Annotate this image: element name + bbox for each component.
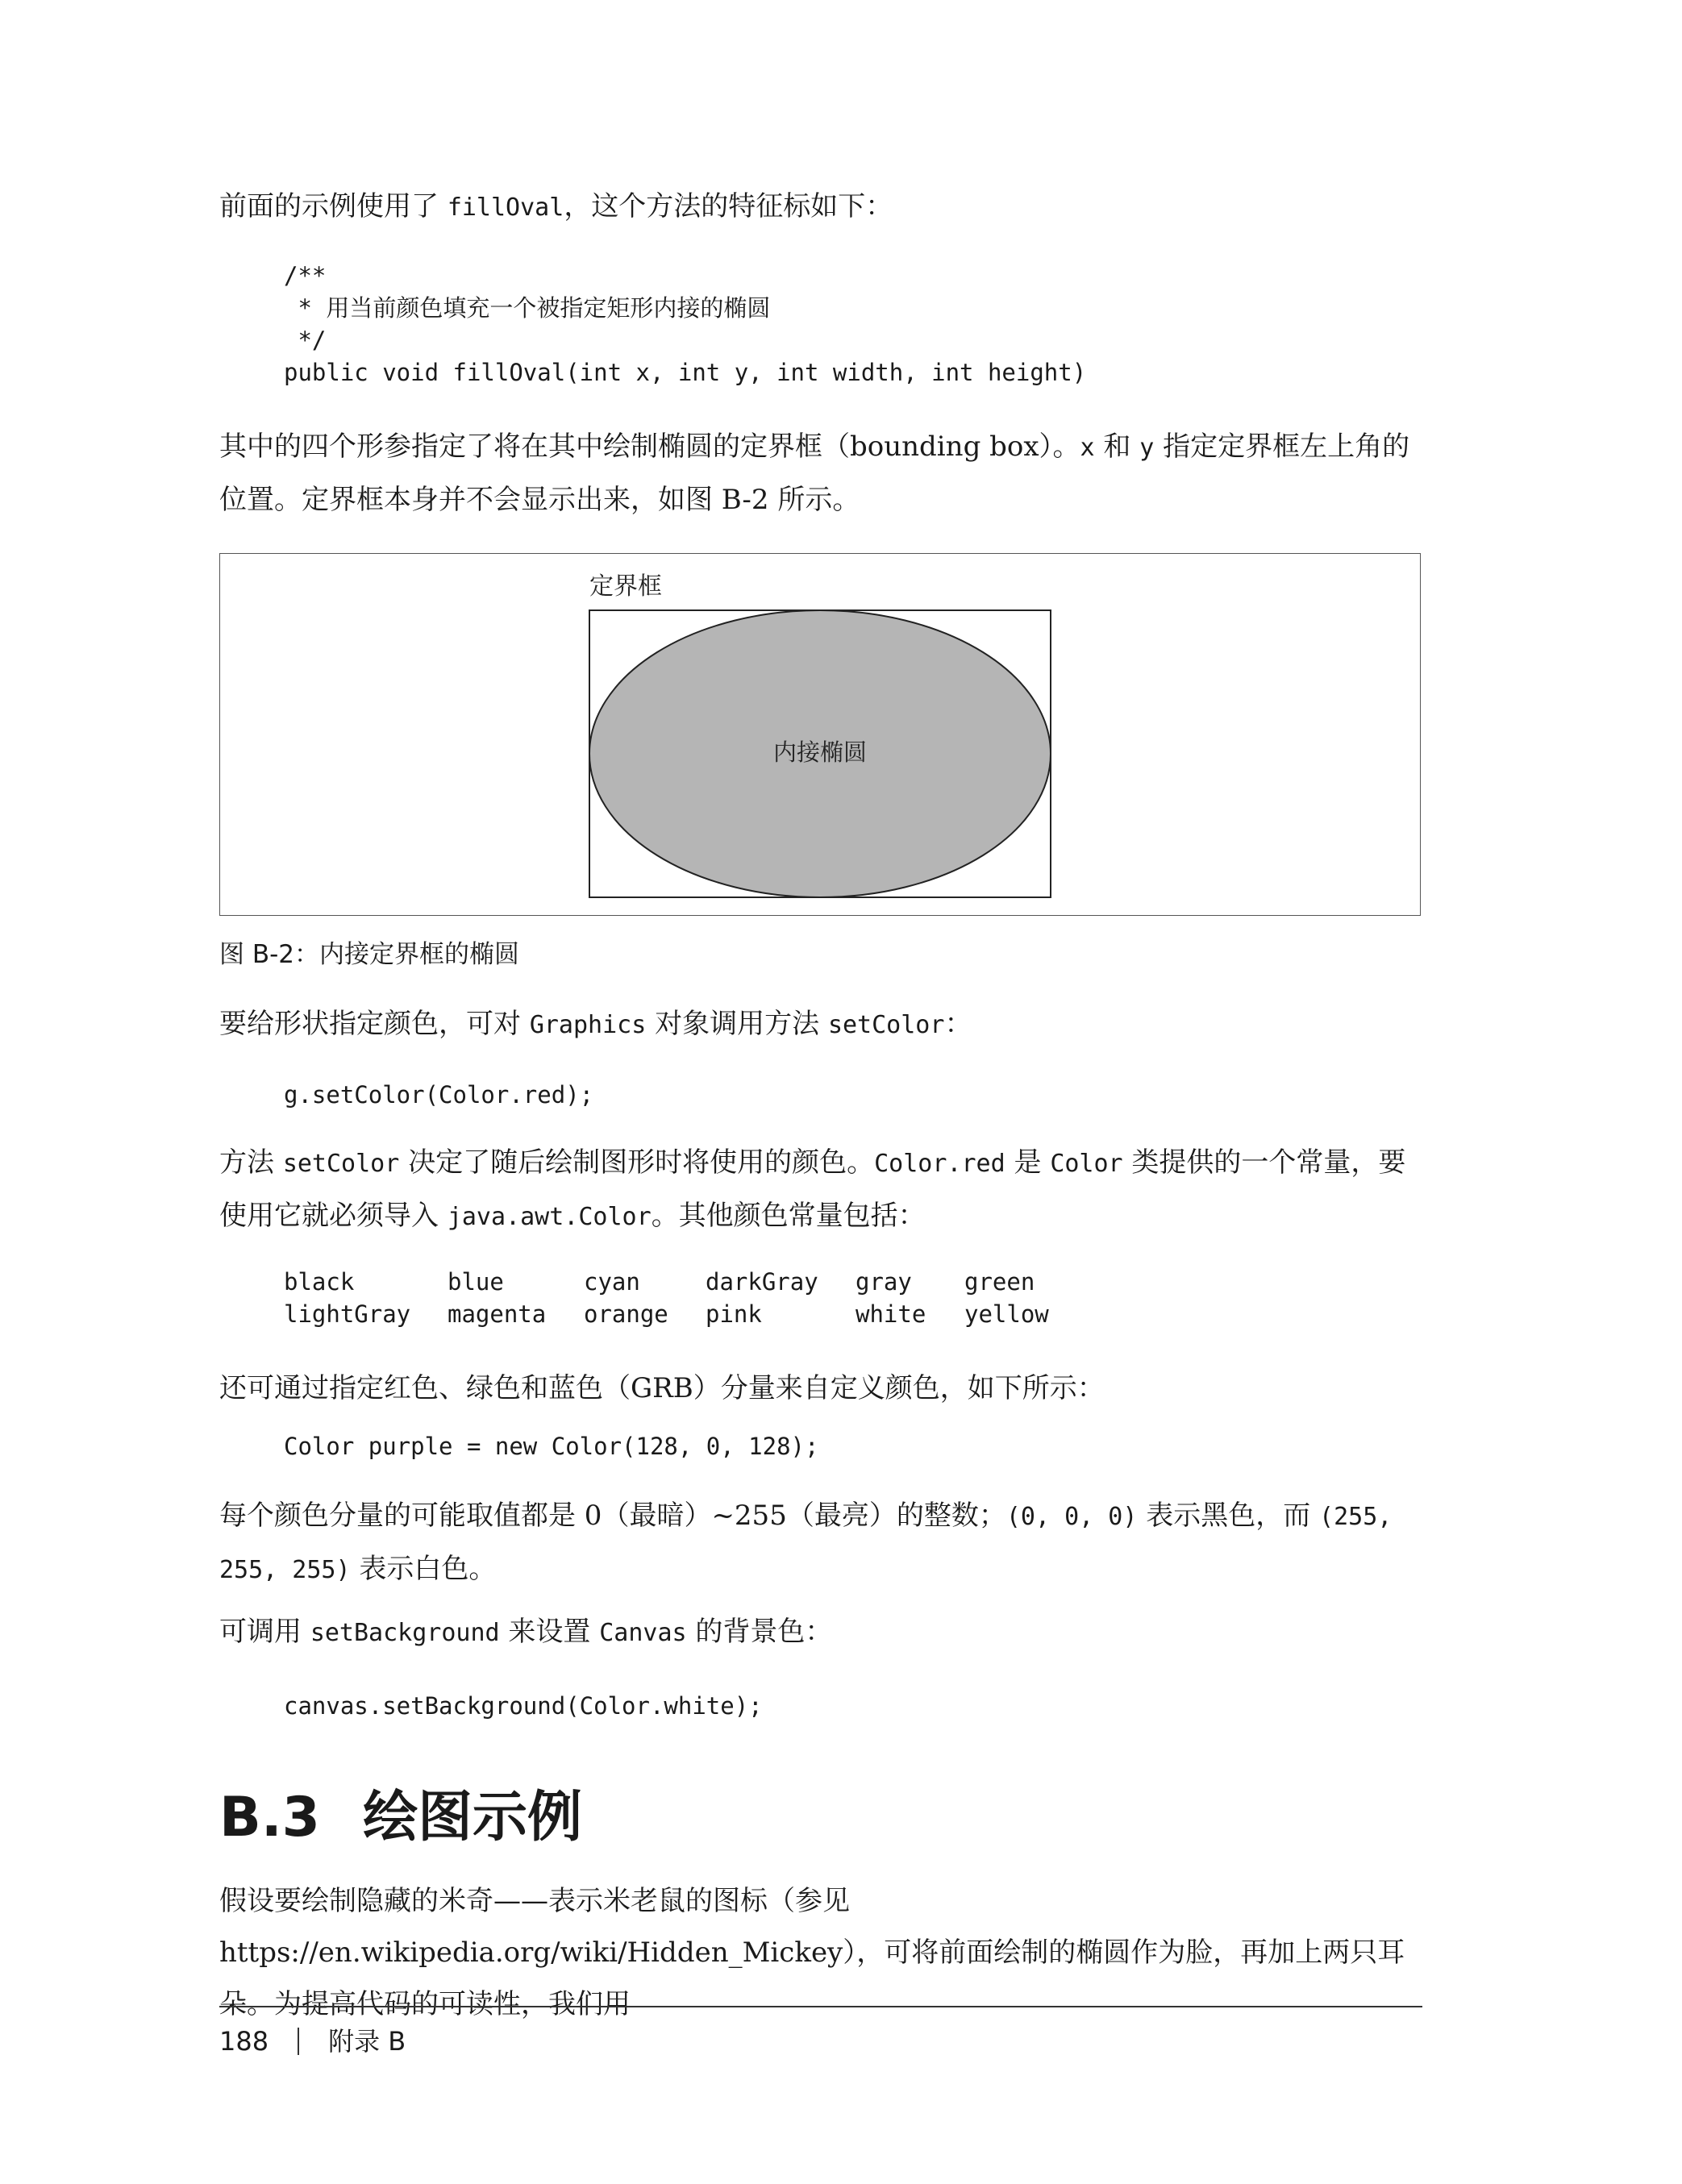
inline-code-Color-red: Color.red <box>874 1150 1005 1178</box>
text: 来设置 <box>499 1616 600 1648</box>
paragraph-color-range <box>219 1490 1422 1596</box>
inline-code-white-rgb: (255, 255, 255) <box>219 1503 1393 1584</box>
color-row <box>284 1298 1061 1330</box>
page-number: 188 <box>219 2026 269 2057</box>
paragraph-bounding-box <box>219 421 1422 526</box>
text: 方法 <box>219 1146 283 1179</box>
inline-code-Graphics: Graphics <box>529 1011 647 1039</box>
text: 可调用 <box>219 1616 310 1648</box>
color-constants-table <box>284 1266 1061 1330</box>
text: 其中的四个形参指定了将在其中绘制椭圆的 <box>219 431 740 463</box>
text: 前面的示例使用了 <box>219 190 448 223</box>
inline-code-setColor: setColor <box>827 1011 945 1039</box>
code-block-setColor: g.setColor(Color.red); <box>284 1081 594 1109</box>
color-name: gray <box>856 1268 912 1296</box>
paragraph-hidden-mickey: 假设要绘制隐藏的米奇——表示米老鼠的图标（参见 https://en.wikipedia.org/wiki/Hidden_Mickey），可将前面绘制的椭圆作为脸，再加上两只耳朵。为提高代码的可读性，我们用 <box>219 1885 1405 2020</box>
inline-code-y: y <box>1139 434 1155 462</box>
page-footer <box>219 2024 406 2059</box>
color-name: green <box>964 1268 1035 1296</box>
bounding-box-label: 定界框 <box>589 572 662 601</box>
color-name: orange <box>584 1300 668 1328</box>
term-bounding-box: 定界框 <box>740 431 822 463</box>
inline-code-setColor: setColor <box>282 1150 400 1178</box>
text: （bounding box）。 <box>822 431 1080 463</box>
paragraph-setColor-intro <box>219 998 1422 1051</box>
color-name: cyan <box>584 1268 640 1296</box>
figure-b2-drawing <box>220 554 1420 915</box>
footer-rule <box>219 2006 1422 2007</box>
inline-code-fillOval: fillOval <box>447 193 564 222</box>
inline-code-setBackground: setBackground <box>310 1619 500 1647</box>
text: 决定了随后绘制图形时将使用的颜色。 <box>399 1146 875 1179</box>
text: 的背景色： <box>686 1616 833 1648</box>
text: 表示黑色，而 <box>1137 1500 1320 1532</box>
footer-section: 附录 B <box>328 2026 406 2057</box>
paragraph-custom-color: 还可通过指定红色、绿色和蓝色（GRB）分量来自定义颜色，如下所示： <box>219 1372 1105 1404</box>
section-title: 绘图示例 <box>363 1786 583 1849</box>
color-name: lightGray <box>284 1300 411 1328</box>
figure-caption: 图 B-2：内接定界框的椭圆 <box>219 940 520 969</box>
inline-code-x: x <box>1080 434 1095 462</box>
paragraph-color-constants <box>219 1137 1422 1243</box>
color-name: magenta <box>448 1300 547 1328</box>
inline-code-Color: Color <box>1050 1150 1123 1178</box>
code-block-purple: Color purple = new Color(128, 0, 128); <box>284 1433 819 1460</box>
color-name: black <box>284 1268 355 1296</box>
code-block-fillOval-signature: /** * 用当前颜色填充一个被指定矩形内接的椭圆 */ public void fillOval(int x, int y, int width, int height) <box>284 262 1087 386</box>
inline-code-Canvas: Canvas <box>599 1619 687 1647</box>
text: 每个颜色分量的可能取值都是 0（最暗）~255（最亮）的整数； <box>219 1500 1006 1532</box>
section-heading <box>219 1782 582 1854</box>
text: 是 <box>1005 1146 1051 1179</box>
paragraph-fillOval-intro <box>219 181 1422 234</box>
color-row <box>284 1266 1061 1298</box>
text: 类提供的一个常量，要使用它就必须导入 <box>219 1146 1406 1232</box>
section-number: B.3 <box>219 1786 320 1849</box>
footer-separator <box>298 2028 299 2055</box>
color-name: blue <box>448 1268 504 1296</box>
inline-code-java-awt-Color: java.awt.Color <box>447 1203 652 1231</box>
text: ，这个方法的特征标如下： <box>564 190 893 223</box>
text: ： <box>944 1008 972 1040</box>
text: 。其他颜色常量包括： <box>651 1200 926 1232</box>
text: 指定定界框左上角的位置。定界框本身并不会显示出来，如图 B-2 所示。 <box>219 431 1410 516</box>
color-name: pink <box>706 1300 762 1328</box>
color-name: yellow <box>964 1300 1049 1328</box>
color-name: darkGray <box>706 1268 818 1296</box>
paragraph-setBackground <box>219 1606 1422 1659</box>
code-block-setBackground: canvas.setBackground(Color.white); <box>284 1692 763 1720</box>
color-name: white <box>856 1300 926 1328</box>
text: 表示白色。 <box>350 1553 497 1585</box>
text: 要给形状指定颜色，可对 <box>219 1008 530 1040</box>
figure-b2 <box>219 553 1421 916</box>
text: 对象调用方法 <box>646 1008 828 1040</box>
inline-code-black-rgb: (0, 0, 0) <box>1005 1503 1138 1531</box>
ellipse-label: 内接椭圆 <box>772 738 868 766</box>
text: 和 <box>1094 431 1140 463</box>
